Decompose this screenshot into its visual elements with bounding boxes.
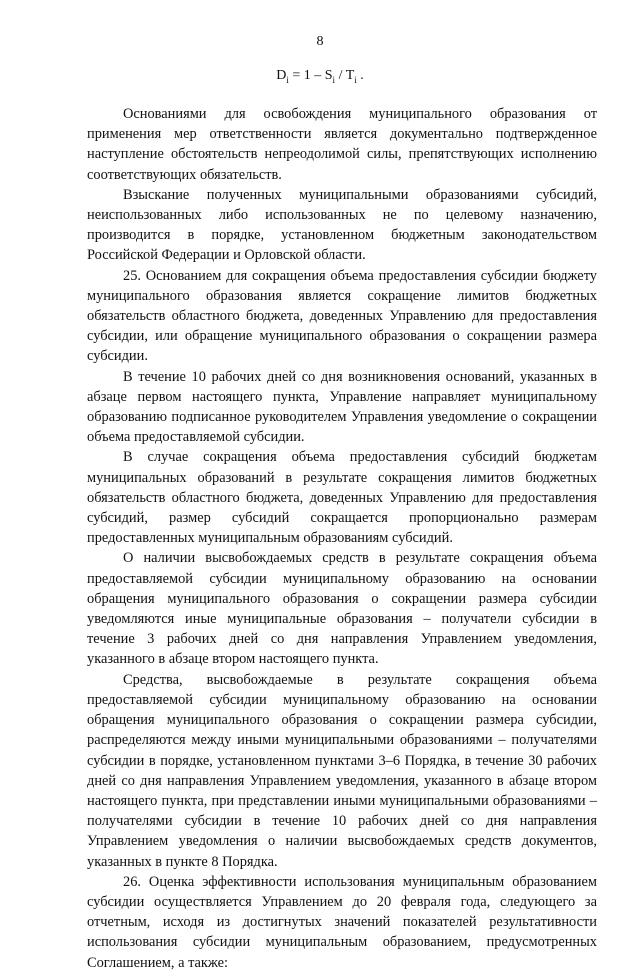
formula-middle-subscript: i	[332, 74, 336, 85]
paragraph: 25. Основанием для сокращения объема предоставления субсидии бюджету муниципального образования является сокращение лимитов бюджетных обязательств областного бюджета, доведенных Управлению для предоставления субсидии, или обращение муниципального образования о сокращении размера субсидии.	[87, 267, 597, 365]
formula-divisor-subscript: i	[354, 74, 357, 85]
body-text	[87, 104, 597, 973]
paragraph: О наличии высвобождаемых средств в результате сокращения объема предоставляемой субсидии муниципальному образованию на основании обращения муниципального образования о сокращении размера субсидии уведомляются иные муниципальные образования – получатели субсидии в течение 3 рабочих дней со дня направления Управлением уведомления, указанного в абзаце втором настоящего пункта.	[87, 550, 597, 668]
formula	[0, 68, 640, 85]
formula-lhs: D	[276, 68, 287, 83]
paragraph: 26. Оценка эффективности использования муниципальным образованием субсидии осуществляется Управлением до 20 февраля года, следующего за отчетным, исходя из достигнутых значений показателей результативности использования субсидии муниципальным образованием, предусмотренных Соглашением, а также:	[87, 873, 597, 971]
formula-middle: = 1 – S	[288, 68, 333, 83]
paragraph: Взыскание полученных муниципальными образованиями субсидий, неиспользованных либо использованных не по целевому назначению, производится в порядке, установленном бюджетным законодательством Российской Федерации и Орловской области.	[87, 186, 597, 264]
formula-lhs-subscript: i	[286, 74, 289, 85]
page-number: 8	[316, 34, 324, 49]
paragraph: В случае сокращения объема предоставления субсидий бюджетам муниципальных образований в результате сокращения лимитов бюджетных обязательств областного бюджета, доведенных Управлению для предоставления субсидий, размер субсидий сокращается пропорционально размерам предоставленных муниципальным образованиям субсидий.	[87, 449, 597, 547]
paragraph: Основаниями для освобождения муниципального образования от применения мер ответственности является документально подтвержденное наступление обстоятельств непреодолимой силы, препятствующих исполнению соответствующих обязательств.	[87, 106, 597, 183]
paragraph: В течение 10 рабочих дней со дня возникновения оснований, указанных в абзаце первом настоящего пункта, Управление направляет муниципальному образованию подписанное руководителем Управления уведомление о сокращении объема предоставляемой субсидии.	[87, 368, 597, 446]
formula-divisor: / T	[335, 68, 355, 83]
formula-end: .	[356, 68, 364, 83]
paragraph: Средства, высвобождаемые в результате сокращения объема предоставляемой субсидии муниципальному образованию на основании обращения муниципального образования о сокращении размера субсидии, распределяются между иными муниципальными образованиями – получателями субсидии в порядке, установленном пунктами 3–6 Порядка, в течение 30 рабочих дней со дня направления Управлением уведомления, указанного в абзаце втором настоящего пункта, при представлении иными муниципальными образованиями – получателями субсидии в течение 10 рабочих дней со дня направления Управлением уведомления о наличии высвобождаемых средств документов, указанных в пункте 8 Порядка.	[87, 671, 597, 870]
